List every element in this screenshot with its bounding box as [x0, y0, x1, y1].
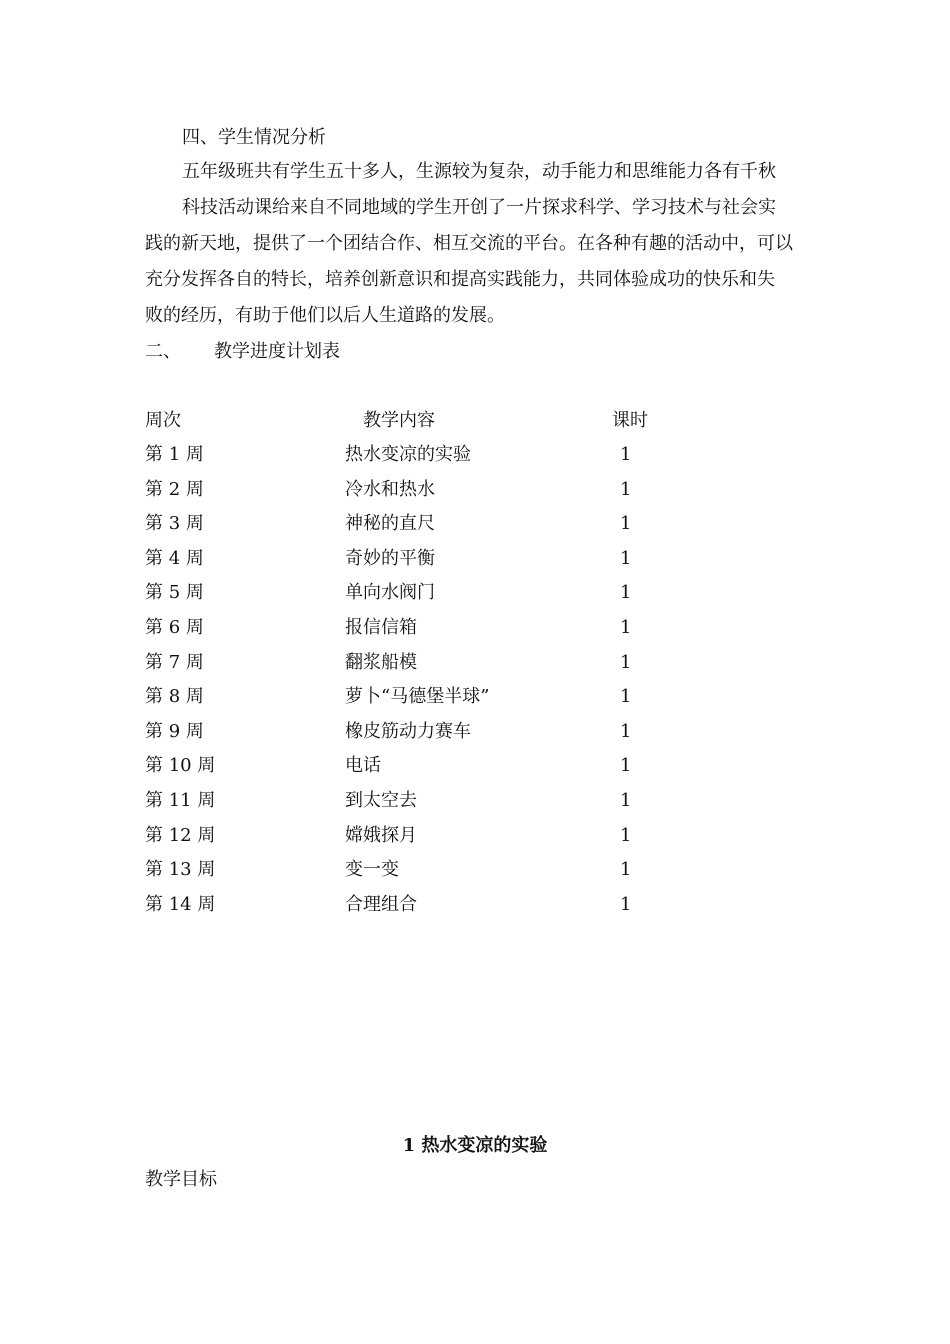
table-header-hours: 课时: [612, 410, 648, 431]
content-cell: 冷水和热水: [345, 479, 435, 500]
week-cell: 第 6 周: [145, 617, 204, 638]
table-header-week: 周次: [145, 410, 181, 431]
content-cell: 报信信箱: [345, 617, 417, 638]
content-cell: 萝卜“马德堡半球”: [345, 686, 490, 707]
week-cell: 第 4 周: [145, 548, 204, 569]
week-cell: 第 13 周: [145, 859, 216, 880]
hours-cell: 1: [620, 894, 632, 915]
plan-heading-number: 二、: [145, 341, 181, 362]
content-cell: 电话: [345, 755, 381, 776]
week-cell: 第 12 周: [145, 825, 216, 846]
paragraph-line: 科技活动课给来自不同地域的学生开创了一片探求科学、学习技术与社会实: [182, 197, 776, 218]
content-cell: 到太空去: [345, 790, 417, 811]
hours-cell: 1: [620, 859, 632, 880]
hours-cell: 1: [620, 652, 632, 673]
week-cell: 第 5 周: [145, 582, 204, 603]
content-cell: 橡皮筋动力赛车: [345, 721, 471, 742]
table-header-content: 教学内容: [363, 410, 435, 431]
hours-cell: 1: [620, 582, 632, 603]
hours-cell: 1: [620, 686, 632, 707]
hours-cell: 1: [620, 825, 632, 846]
content-cell: 热水变凉的实验: [345, 444, 471, 465]
hours-cell: 1: [620, 617, 632, 638]
week-cell: 第 14 周: [145, 894, 216, 915]
content-cell: 变一变: [345, 859, 399, 880]
paragraph-line: 充分发挥各自的特长，培养创新意识和提高实践能力，共同体验成功的快乐和失: [145, 269, 775, 290]
week-cell: 第 2 周: [145, 479, 204, 500]
hours-cell: 1: [620, 721, 632, 742]
hours-cell: 1: [620, 444, 632, 465]
content-cell: 合理组合: [345, 894, 417, 915]
paragraph-line: 践的新天地，提供了一个团结合作、相互交流的平台。在各种有趣的活动中，可以: [145, 233, 793, 254]
content-cell: 翻浆船模: [345, 652, 417, 673]
week-cell: 第 7 周: [145, 652, 204, 673]
week-cell: 第 8 周: [145, 686, 204, 707]
hours-cell: 1: [620, 548, 632, 569]
hours-cell: 1: [620, 790, 632, 811]
week-cell: 第 10 周: [145, 755, 216, 776]
content-cell: 奇妙的平衡: [345, 548, 435, 569]
paragraph-line: 败的经历，有助于他们以后人生道路的发展。: [145, 305, 505, 326]
content-cell: 神秘的直尺: [345, 513, 435, 534]
goal-heading: 教学目标: [145, 1169, 217, 1190]
hours-cell: 1: [620, 479, 632, 500]
week-cell: 第 11 周: [145, 790, 216, 811]
lesson-title: 1 热水变凉的实验: [402, 1135, 548, 1156]
plan-heading-title: 教学进度计划表: [214, 341, 340, 362]
hours-cell: 1: [620, 755, 632, 776]
paragraph-line: 五年级班共有学生五十多人，生源较为复杂，动手能力和思维能力各有千秋: [182, 161, 776, 182]
content-cell: 嫦娥探月: [345, 825, 417, 846]
week-cell: 第 3 周: [145, 513, 204, 534]
content-cell: 单向水阀门: [345, 582, 435, 603]
week-cell: 第 9 周: [145, 721, 204, 742]
week-cell: 第 1 周: [145, 444, 204, 465]
hours-cell: 1: [620, 513, 632, 534]
section-4-heading: 四、学生情况分析: [182, 127, 326, 148]
